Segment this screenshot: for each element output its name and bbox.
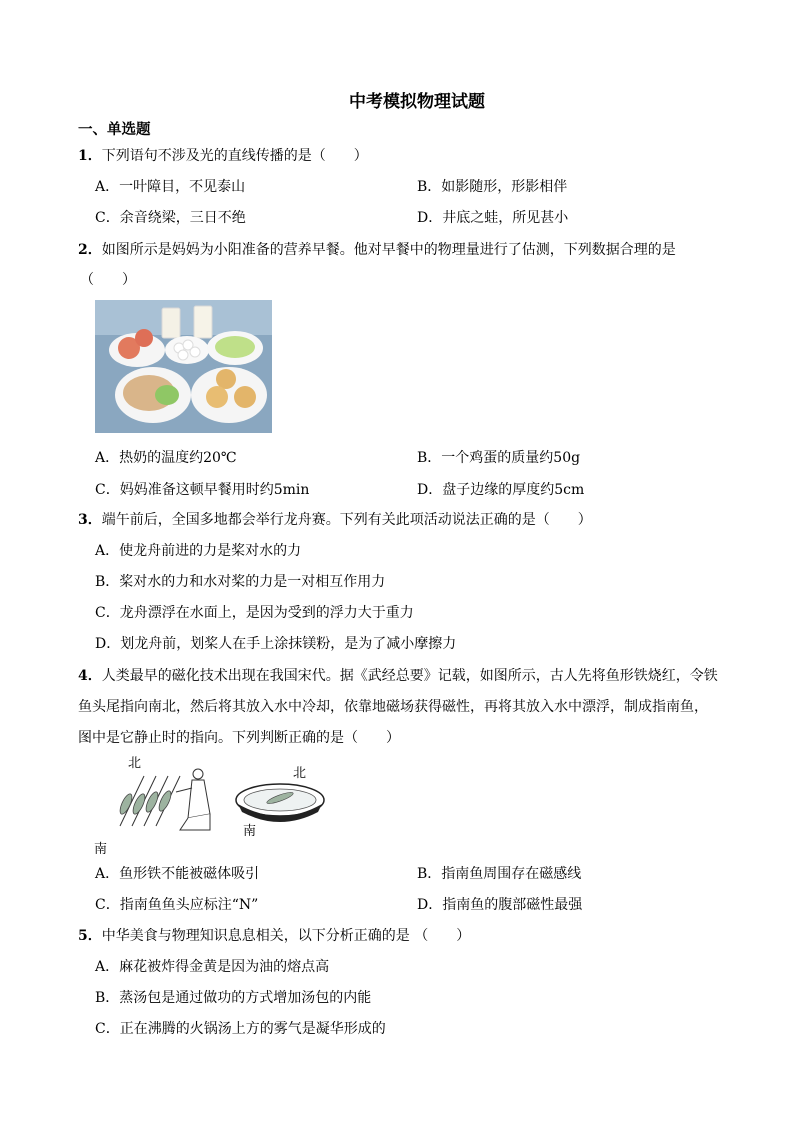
question-4-stem-cont2: 图中是它静止时的指向。下列判断正确的是（ ）	[78, 730, 400, 746]
question-2-stem	[78, 239, 676, 259]
question-number: 4．	[78, 668, 102, 684]
question-text: 中华美食与物理知识息息相关，以下分析正确的是 （ ）	[101, 928, 471, 944]
q5-option-b: B．蒸汤包是通过做功的方式增加汤包的内能	[95, 990, 372, 1006]
question-number: 1．	[78, 148, 102, 164]
q3-option-b: B．桨对水的力和水对桨的力是一对相互作用力	[95, 574, 386, 590]
question-3-stem	[78, 509, 592, 529]
q5-option-a: A．麻花被炸得金黄是因为油的熔点高	[95, 959, 330, 975]
figure-label-south-right: 南	[243, 824, 257, 839]
q1-option-d: D．井底之蛙，所见甚小	[417, 210, 569, 226]
figure-label-north-left: 北	[128, 756, 142, 771]
q4-option-c: C．指南鱼鱼头应标注“N”	[95, 897, 259, 913]
q4-option-b: B．指南鱼周围存在磁感线	[417, 866, 582, 882]
question-number: 5．	[78, 928, 102, 944]
question-4-stem-cont1: 鱼头尾指向南北，然后将其放入水中冷却，依靠地磁场获得磁性，再将其放入水中漂浮，制成指南鱼，	[78, 699, 708, 715]
q1-option-b: B．如影随形，形影相伴	[417, 179, 568, 195]
question-4-stem	[78, 665, 718, 685]
section-heading: 一、单选题	[78, 122, 151, 138]
compass-fish-figure	[92, 752, 342, 856]
q5-option-c: C．正在沸腾的火锅汤上方的雾气是凝华形成的	[95, 1021, 386, 1037]
figure-label-north-right: 北	[293, 766, 307, 781]
figure-label-south-left: 南	[94, 842, 108, 857]
q1-option-c: C．余音绕梁，三日不绝	[95, 210, 246, 226]
question-text: 如图所示是妈妈为小阳准备的营养早餐。他对早餐中的物理量进行了估测，下列数据合理的是	[101, 242, 676, 258]
question-text: 下列语句不涉及光的直线传播的是（ ）	[101, 148, 368, 164]
q4-option-a: A．鱼形铁不能被磁体吸引	[95, 866, 260, 882]
question-number: 3．	[78, 512, 102, 528]
page-title: 中考模拟物理试题	[349, 92, 485, 112]
question-text: 端午前后，全国多地都会举行龙舟赛。下列有关此项活动说法正确的是（ ）	[101, 512, 592, 528]
q2-option-a: A．热奶的温度约20℃	[95, 450, 237, 466]
q1-option-a: A．一叶障目，不见泰山	[95, 179, 246, 195]
q2-option-b: B．一个鸡蛋的质量约50g	[417, 450, 581, 466]
breakfast-photo	[95, 300, 272, 433]
question-text: 人类最早的磁化技术出现在我国宋代。据《武经总要》记载，如图所示，古人先将鱼形铁烧红，令铁	[101, 668, 718, 684]
question-2-stem-cont: （ ）	[80, 272, 136, 288]
q2-option-c: C．妈妈准备这顿早餐用时约5min	[95, 482, 310, 498]
q3-option-c: C．龙舟漂浮在水面上，是因为受到的浮力大于重力	[95, 605, 414, 621]
q3-option-a: A．使龙舟前进的力是桨对水的力	[95, 543, 302, 559]
question-number: 2．	[78, 242, 102, 258]
q3-option-d: D．划龙舟前，划桨人在手上涂抹镁粉，是为了减小摩擦力	[95, 636, 457, 652]
q2-option-d: D．盘子边缘的厚度约5cm	[417, 482, 585, 498]
question-5-stem	[78, 925, 470, 945]
q4-option-d: D．指南鱼的腹部磁性最强	[417, 897, 583, 913]
question-1-stem	[78, 145, 368, 165]
